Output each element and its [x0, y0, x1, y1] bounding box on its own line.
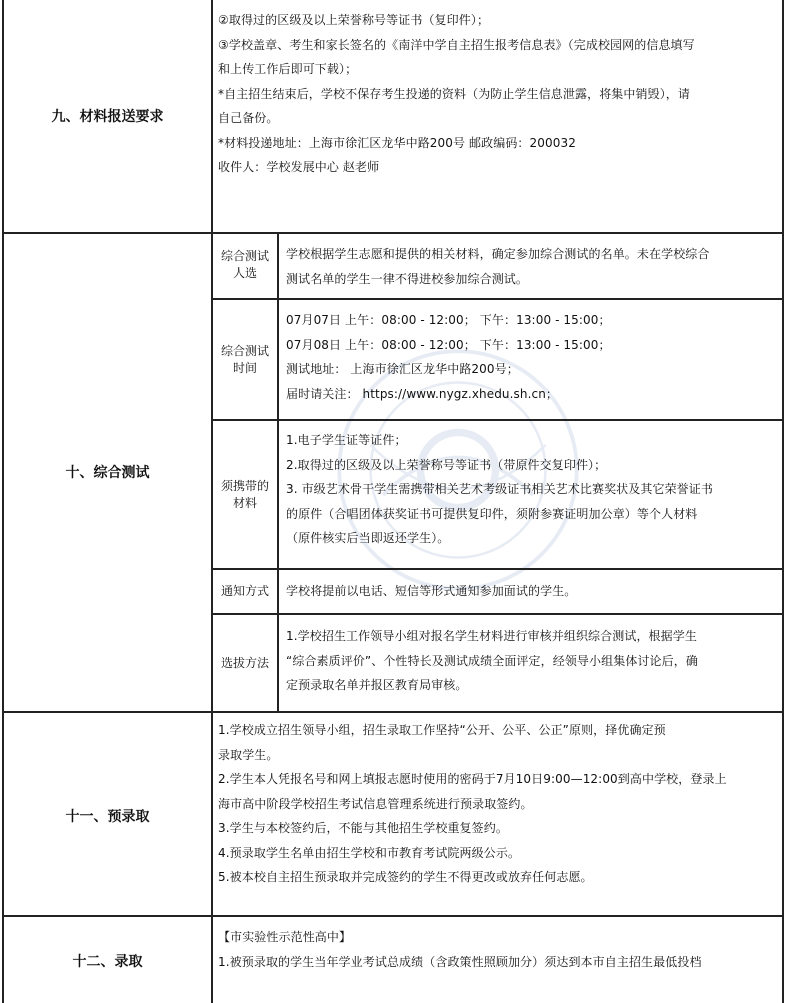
row-divider-9 [2, 232, 784, 234]
section-12-text: 【市实验性示范性高中】 1.被预录取的学生当年学业考试总成绩（含政策性照顾加分）须达到本市自主招生最低投档 [218, 930, 702, 969]
row-divider-10a [211, 298, 784, 300]
section-title-11: 十一、预录取 [65, 809, 150, 825]
row-divider-10d [211, 613, 784, 615]
sub-label-notice: 通知方式 [220, 584, 269, 598]
section-title-10: 十、综合测试 [65, 465, 150, 481]
sub-text-notice: 学校将提前以电话、短信等形式通知参加面试的学生。 [286, 584, 577, 598]
section-title-9: 九、材料报送要求 [51, 109, 164, 125]
subtable-divider [277, 233, 279, 711]
table-right-border [782, 0, 784, 1003]
table-left-border [2, 0, 4, 1003]
section-title-12: 十二、录取 [72, 954, 143, 970]
sub-text-selection: 1.学校招生工作领导小组对报名学生材料进行审核并组织综合测试，根据学生 “综合素质评价”、个性特长及测试成绩全面评定，经领导小组集体讨论后，确 定预录取名单并报区教育局审核。 [286, 629, 698, 692]
section-11-text: 1.学校成立招生领导小组，招生录取工作坚持“公开、公平、公正”原则，择优确定预 录取学生。 2.学生本人凭报名号和网上填报志愿时使用的密码于7月10日9:00—12:00到高中学校，登录上 海市高中阶段学校招生考试信息管理系统进行预录取签约。 3.学生与本校签约后，不能与其他招生学校重复签约。 4.预录取学生名单由招生学校和市教育考试院两级公示。 5.被本校自主招生预录取并完成签约的学生不得更改或放弃任何志愿。 [218, 723, 727, 884]
row-divider-10b [211, 419, 784, 421]
sub-label-materials: 须携带的 材料 [220, 479, 269, 510]
sub-text-candidates: 学校根据学生志愿和提供的相关材料，确定参加综合测试的名单。未在学校综合 测试名单的学生一律不得进校参加综合测试。 [286, 247, 710, 286]
sub-label-candidates: 综合测试 人选 [220, 249, 269, 280]
section-9-text: ②取得过的区级及以上荣誉称号等证书（复印件）； ③学校盖章、考生和家长签名的《南洋中学自主招生报考信息表》（完成校园网的信息填写 和上传工作后即可下载）； *自主招生结束后，学校不保存考生投递的资料（为防止学生信息泄露，将集中销毁），请 自己备份。 *材料投递地址：上海市徐汇区龙华中路200号 邮政编码：200032 收件人：学校发展中心 赵老师 [218, 13, 695, 174]
sub-label-selection: 选拔方法 [220, 656, 269, 670]
row-divider-10 [2, 711, 784, 713]
sub-text-time: 07月07日 上午：08:00 - 12:00； 下午：13:00 - 15:00； 07月08日 上午：08:00 - 12:00； 下午：13:00 - 15:00； 测试地址： 上海市徐汇区龙华中路200号； 届时请关注： https://www.nygz.xhedu.sh.cn； [286, 313, 611, 401]
sub-text-materials: 1.电子学生证等证件； 2.取得过的区级及以上荣誉称号等证书（带原件交复印件）； 3. 市级艺术骨干学生需携带相关艺术考级证书相关艺术比赛奖状及其它荣誉证书 的原件（合唱团体获奖证书可提供复印件，须附参赛证明加公章）等个人材料 （原件核实后当即返还学生）。 [286, 433, 713, 545]
row-divider-11 [2, 915, 784, 917]
sub-label-time: 综合测试 时间 [220, 344, 269, 375]
row-divider-10c [211, 568, 784, 570]
